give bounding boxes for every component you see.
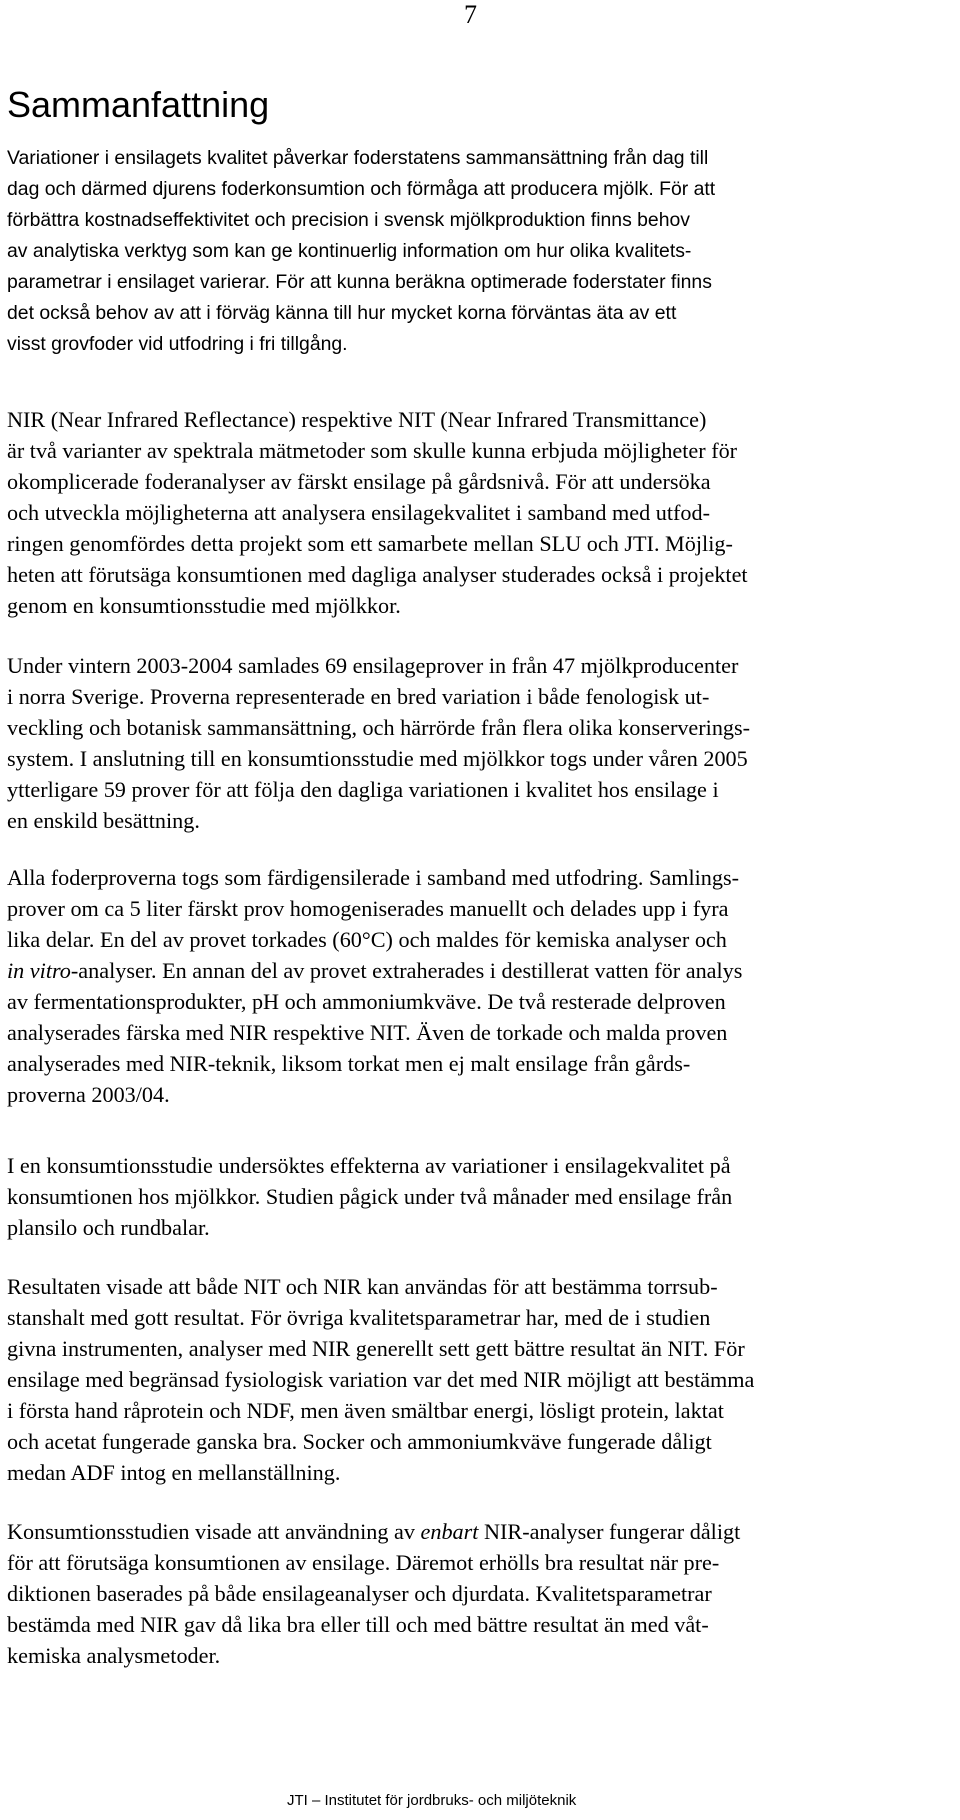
italic-term: enbart — [420, 1519, 479, 1544]
text-line: kemiska analysmetoder. — [7, 1643, 221, 1668]
text-line: i norra Sverige. Proverna representerade en bred variation i både fenologisk ut- — [7, 684, 710, 709]
text-line-mixed — [7, 1516, 740, 1547]
text-line: proverna 2003/04. — [7, 1082, 170, 1107]
text-line: och utveckla möjligheterna att analysera ensilagekvalitet i samband med utfod- — [7, 500, 710, 525]
text-line: medan ADF intog en mellanställning. — [7, 1460, 341, 1485]
text-line: förbättra kostnadseffektivitet och precision i svensk mjölkproduktion finns behov — [7, 209, 690, 231]
text-line: en enskild besättning. — [7, 808, 200, 833]
text-line: prover om ca 5 liter färskt prov homogeniserades manuellt och delades upp i fyra — [7, 896, 729, 921]
text-line: I en konsumtionsstudie undersöktes effekterna av variationer i ensilagekvalitet på — [7, 1153, 731, 1178]
text-line: dag och därmed djurens foderkonsumtion och förmåga att producera mjölk. För att — [7, 178, 716, 200]
text-line: genom en konsumtionsstudie med mjölkkor. — [7, 593, 401, 618]
paragraph-2 — [7, 404, 748, 621]
text-line: Variationer i ensilagets kvalitet påverkar foderstatens sammansättning från dag till — [7, 147, 709, 169]
text-line: plansilo och rundbalar. — [7, 1215, 210, 1240]
paragraph-4 — [7, 862, 742, 1110]
paragraph-7 — [7, 1516, 740, 1671]
text-line: av analytiska verktyg som kan ge kontinuerlig information om hur olika kvalitets- — [7, 240, 692, 262]
page-footer: JTI – Institutet för jordbruks- och miljöteknik — [287, 1792, 577, 1809]
text-line: lika delar. En del av provet torkades (60°C) och maldes för kemiska analyser och — [7, 927, 727, 952]
italic-term: in vitro — [7, 958, 71, 983]
text-line: okomplicerade foderanalyser av färskt ensilage på gårdsnivå. För att undersöka — [7, 469, 711, 494]
text-line: Alla foderproverna togs som färdigensilerade i samband med utfodring. Samlings- — [7, 865, 740, 890]
text-line: analyserades färska med NIR respektive NIT. Även de torkade och malda proven — [7, 1020, 728, 1045]
text-line: och acetat fungerade ganska bra. Socker och ammoniumkväve fungerade dåligt — [7, 1429, 712, 1454]
paragraph-5 — [7, 1150, 732, 1243]
text-line: i första hand råprotein och NDF, men även smältbar energi, lösligt protein, laktat — [7, 1398, 724, 1423]
text-fragment: Konsumtionsstudien visade att användning av — [7, 1519, 421, 1544]
paragraph-6 — [7, 1271, 754, 1488]
page-number: 7 — [464, 0, 477, 29]
text-line: Under vintern 2003-2004 samlades 69 ensilageprover in från 47 mjölkproducenter — [7, 653, 739, 678]
text-line: visst grovfoder vid utfodring i fri tillgång. — [7, 333, 348, 355]
text-line: ytterligare 59 prover för att följa den dagliga variationen i kvalitet hos ensilage i — [7, 777, 719, 802]
text-fragment: -analyser. En annan del av provet extraherades i destillerat vatten för analys — [70, 958, 743, 983]
text-line: av fermentationsprodukter, pH och ammoniumkväve. De två resterade delproven — [7, 989, 726, 1014]
text-line: veckling och botanisk sammansättning, och härrörde från flera olika konserverings- — [7, 715, 751, 740]
text-line: parametrar i ensilaget varierar. För att kunna beräkna optimerade foderstater finns — [7, 271, 712, 293]
text-line: bestämda med NIR gav då lika bra eller till och med bättre resultat än med våt- — [7, 1612, 709, 1637]
text-line: ringen genomfördes detta projekt som ett samarbete mellan SLU och JTI. Möjlig- — [7, 531, 733, 556]
paragraph-3 — [7, 650, 750, 836]
text-line: system. I anslutning till en konsumtionsstudie med mjölkkor togs under våren 2005 — [7, 746, 748, 771]
text-line: givna instrumenten, analyser med NIR generellt sett gett bättre resultat än NIT. För — [7, 1336, 745, 1361]
text-line: heten att förutsäga konsumtionen med dagliga analyser studerades också i projektet — [7, 562, 748, 587]
text-line: Resultaten visade att både NIT och NIR kan användas för att bestämma torrsub- — [7, 1274, 718, 1299]
text-line: för att förutsäga konsumtionen av ensilage. Däremot erhölls bra resultat när pre- — [7, 1550, 720, 1575]
text-fragment: NIR-analyser fungerar dåligt — [478, 1519, 741, 1544]
text-line: stanshalt med gott resultat. För övriga kvalitetsparametrar har, med de i studien — [7, 1305, 711, 1330]
paragraph-1 — [7, 143, 715, 360]
page-title: Sammanfattning — [7, 84, 270, 125]
text-line: är två varianter av spektrala mätmetoder som skulle kunna erbjuda möjligheter för — [7, 438, 738, 463]
text-line: NIR (Near Infrared Reflectance) respektive NIT (Near Infrared Transmittance) — [7, 407, 707, 432]
text-line-mixed — [7, 955, 742, 986]
text-line: ensilage med begränsad fysiologisk variation var det med NIR möjligt att bestämma — [7, 1367, 755, 1392]
text-line: konsumtionen hos mjölkkor. Studien pågick under två månader med ensilage från — [7, 1184, 733, 1209]
text-line: det också behov av att i förväg känna till hur mycket korna förväntas äta av ett — [7, 302, 677, 324]
text-line: diktionen baserades på både ensilageanalyser och djurdata. Kvalitetsparametrar — [7, 1581, 712, 1606]
text-line: analyserades med NIR-teknik, liksom torkat men ej malt ensilage från gårds- — [7, 1051, 691, 1076]
